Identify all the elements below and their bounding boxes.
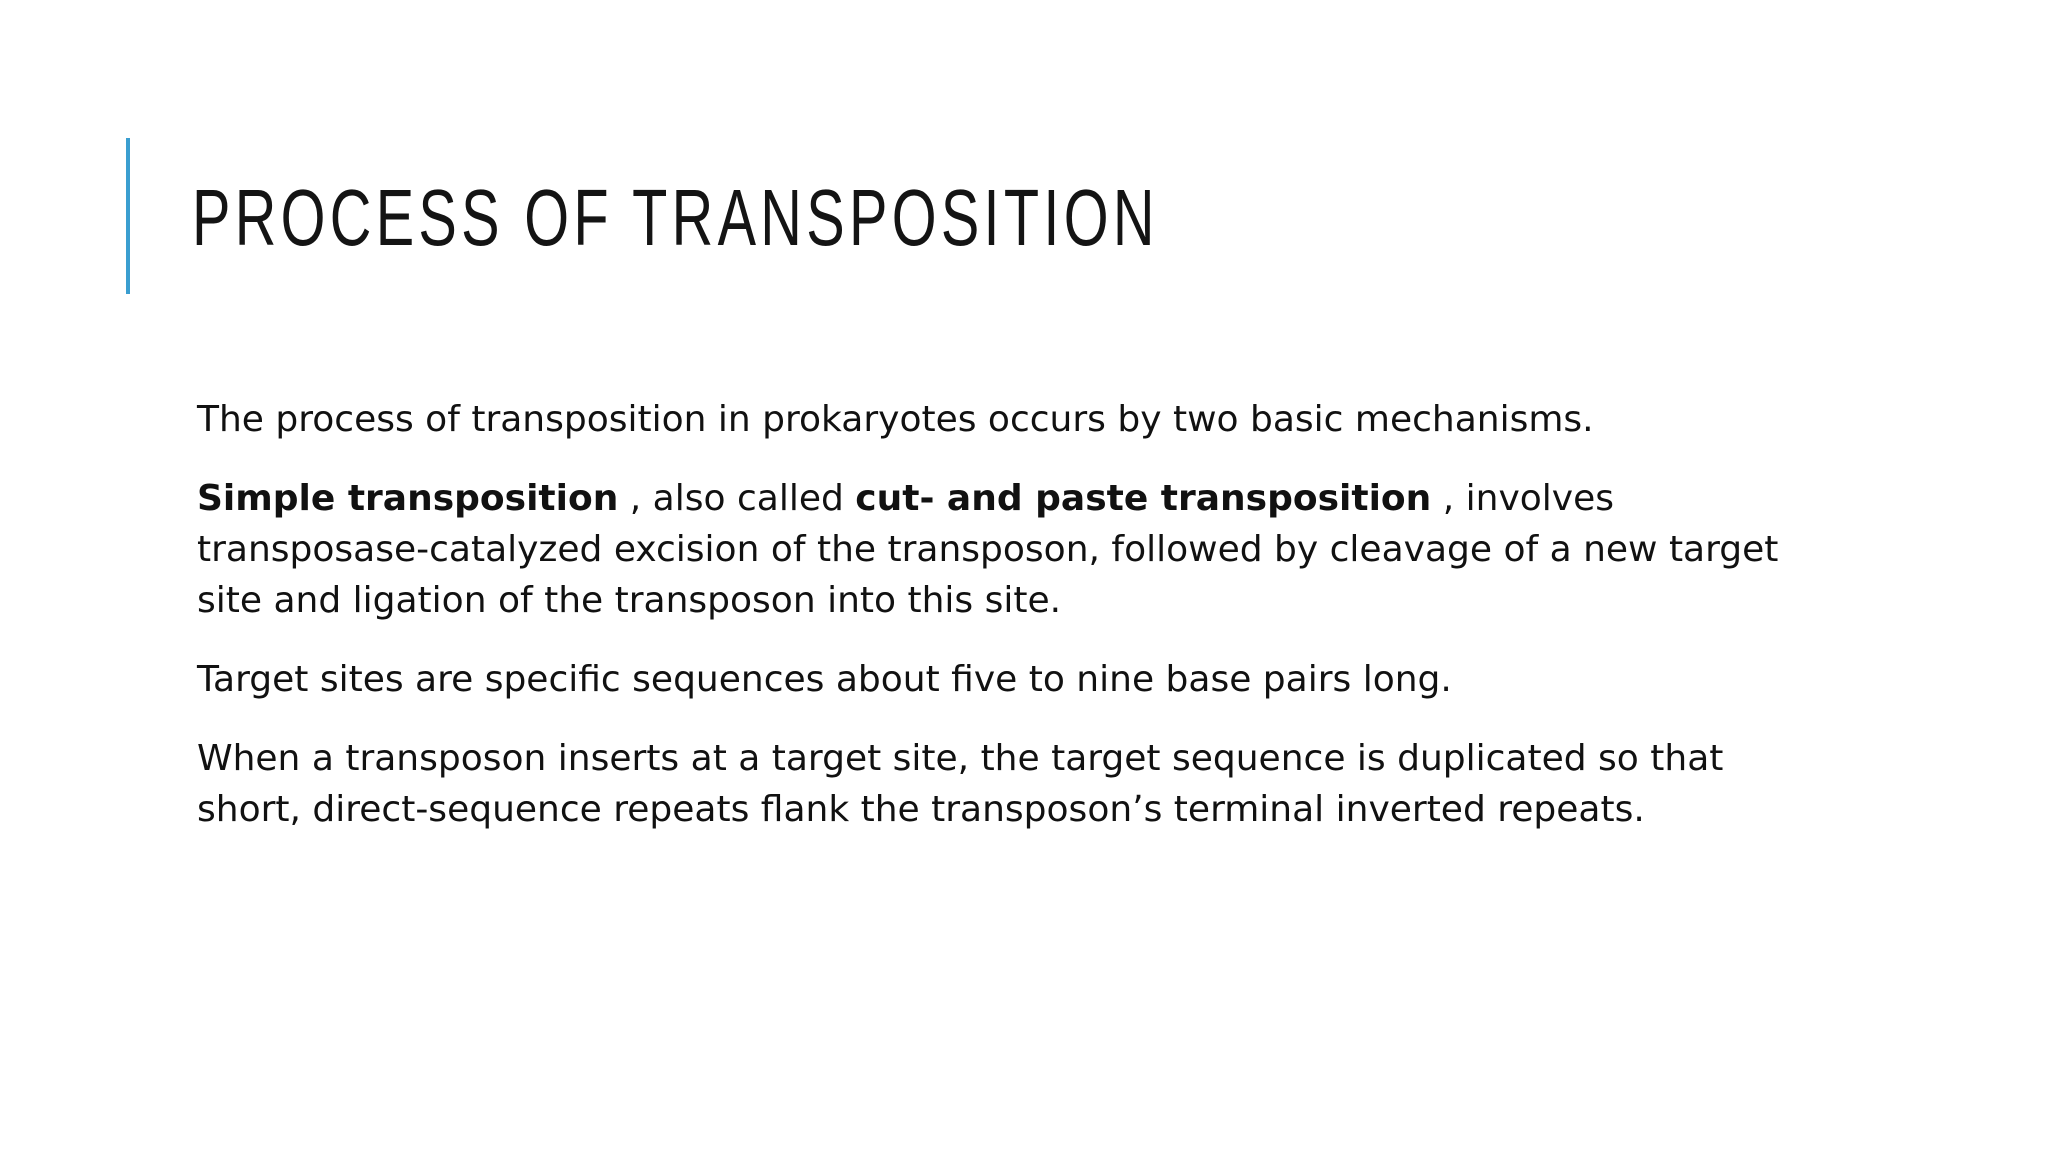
slide-title: PROCESS OF TRANSPOSITION	[192, 173, 1159, 262]
paragraph-intro-text: The process of transposition in prokaryotes occurs by two basic mechanisms.	[197, 399, 1594, 440]
paragraph-simple-text-2: , involves transposase-catalyzed excision of the transposon, followed by cleavage of a new target site and ligation of the transposon into this site.	[197, 478, 1779, 621]
term-cut-and-paste: cut- and paste transposition	[855, 478, 1432, 519]
paragraph-target-sites	[197, 654, 1797, 705]
title-accent-bar	[126, 138, 130, 294]
paragraph-intro	[197, 394, 1797, 445]
slide-body	[197, 394, 1797, 863]
term-simple-transposition: Simple transposition	[197, 478, 619, 519]
paragraph-duplication	[197, 733, 1797, 835]
paragraph-target-sites-text: Target sites are specific sequences about five to nine base pairs long.	[197, 659, 1452, 700]
paragraph-simple-transposition	[197, 473, 1797, 626]
paragraph-simple-text-1: , also called	[618, 478, 856, 519]
paragraph-duplication-text: When a transposon inserts at a target site, the target sequence is duplicated so that short, direct-sequence repeats flank the transposon’s terminal inverted repeats.	[197, 738, 1724, 830]
